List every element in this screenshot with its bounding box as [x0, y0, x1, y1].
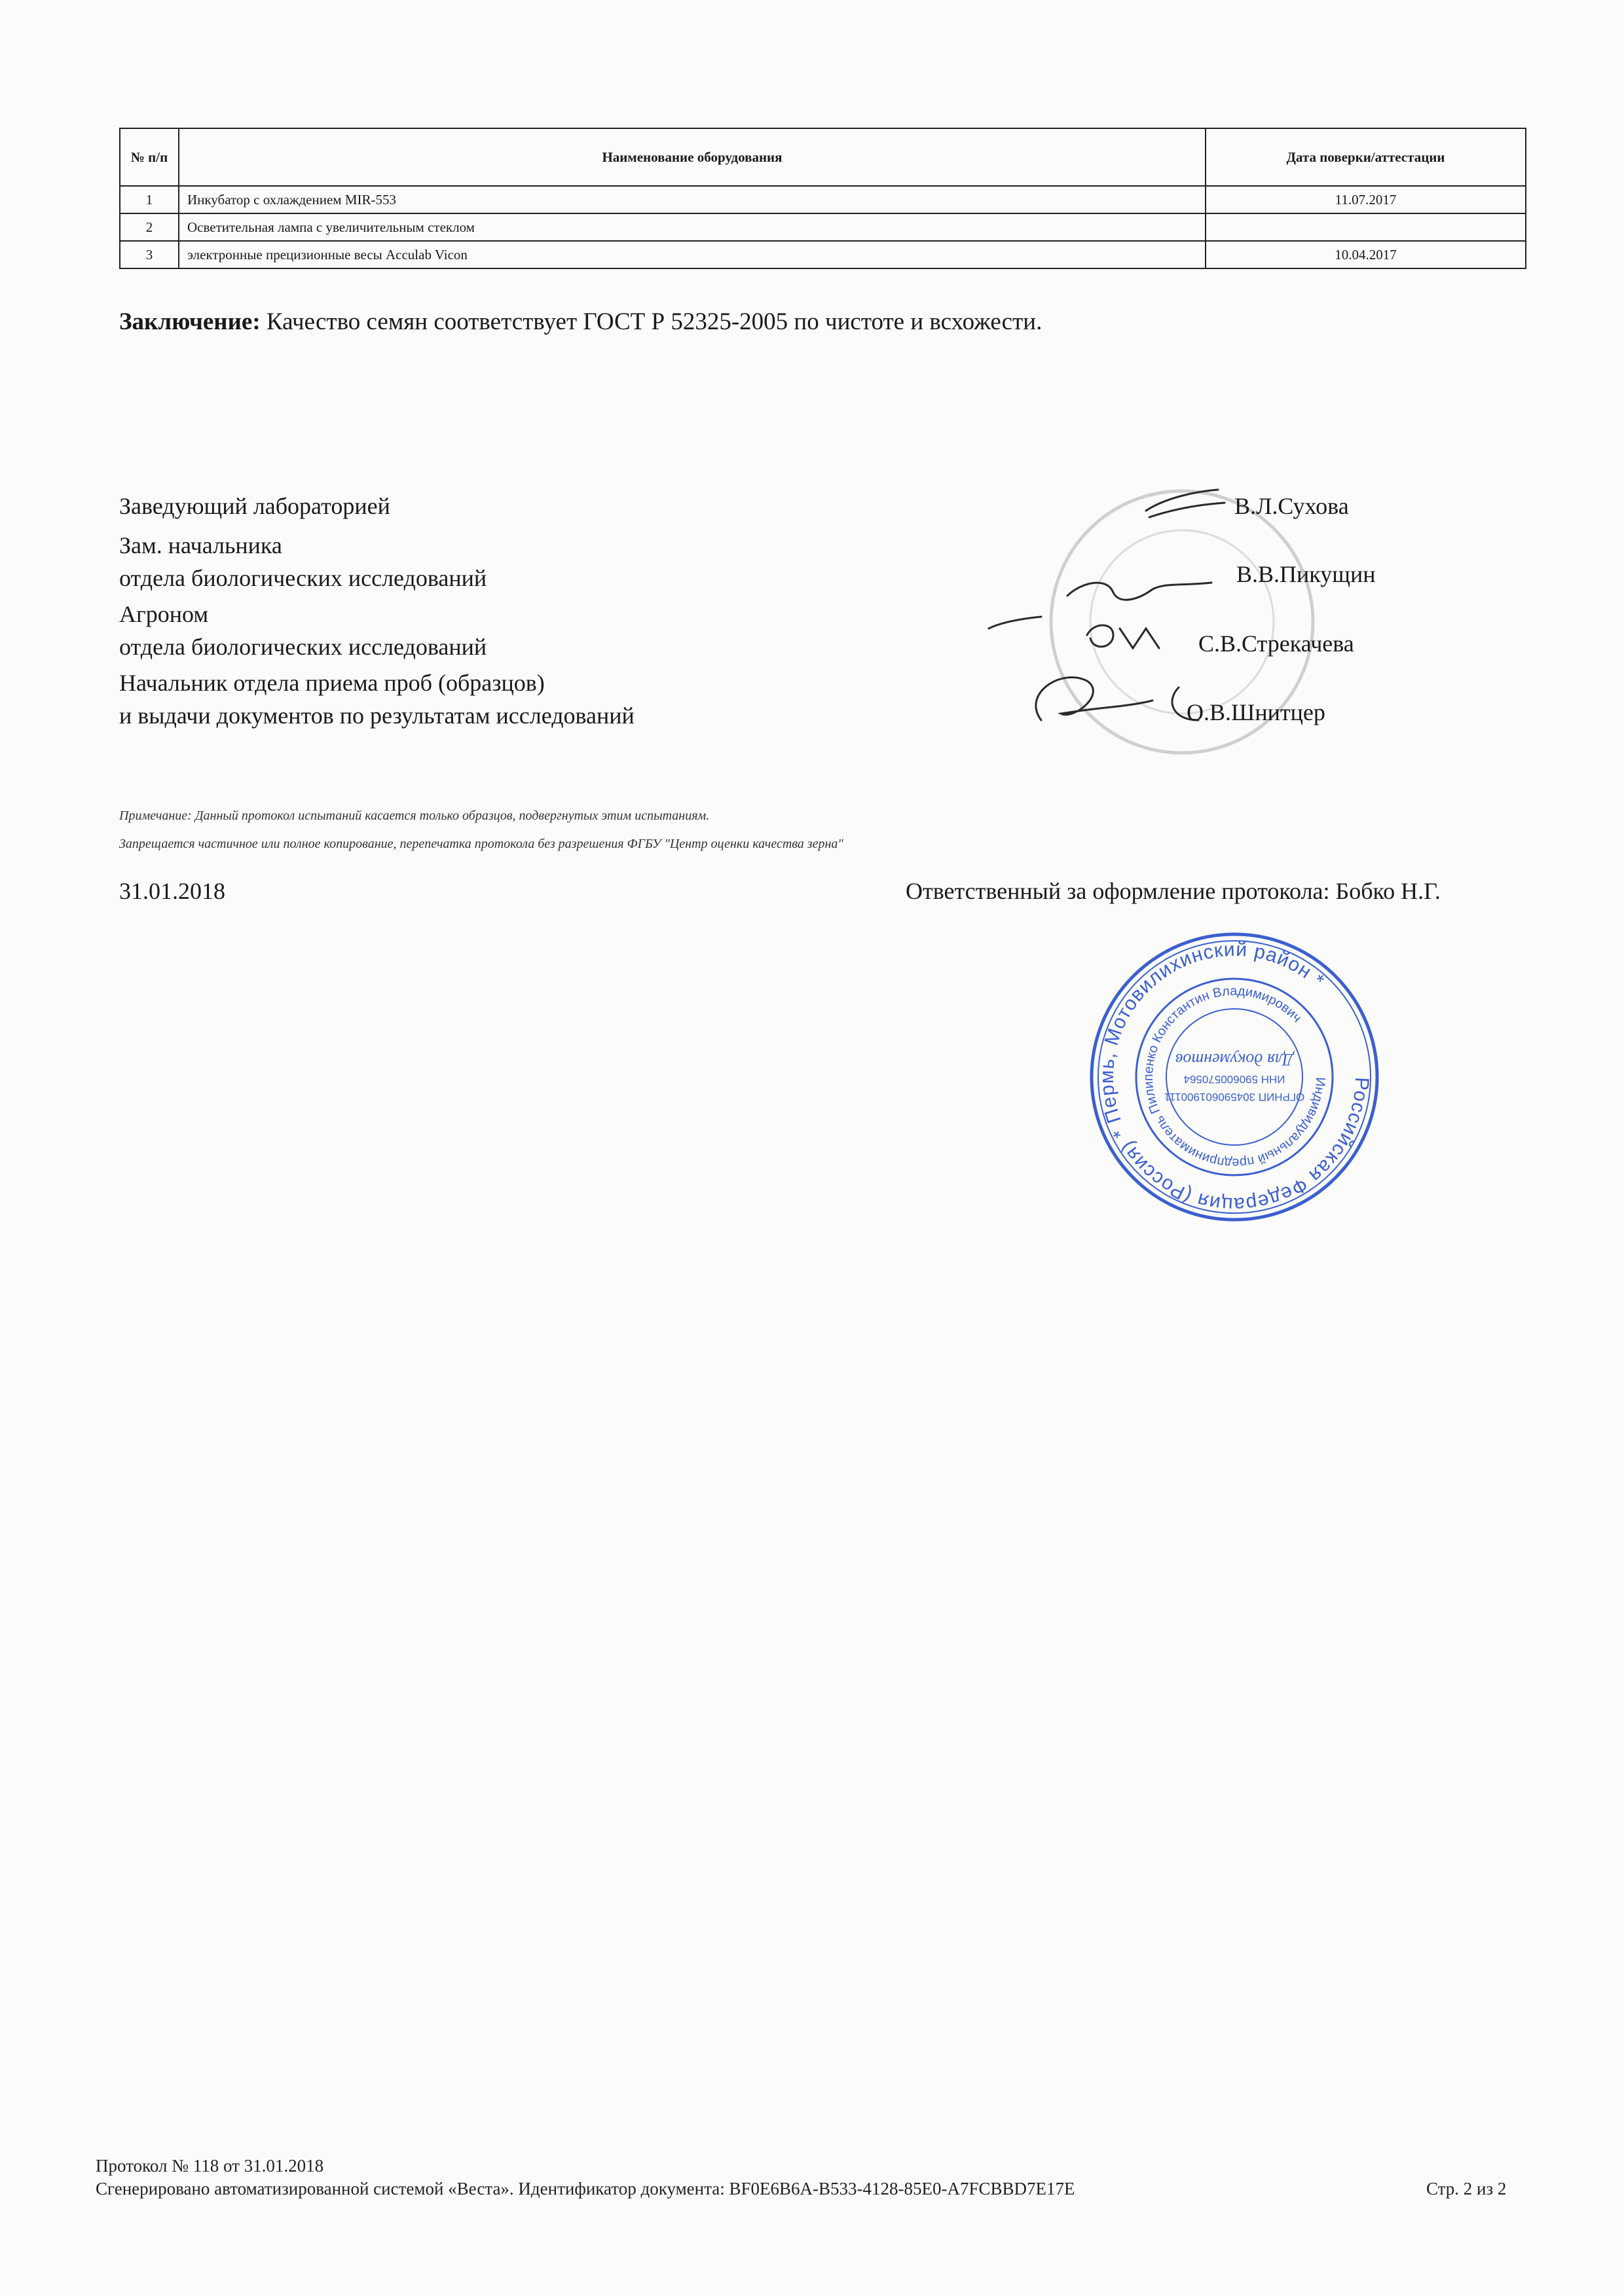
table-row [120, 213, 1526, 241]
row-check-date: 11.07.2017 [1206, 186, 1526, 213]
row-check-date: 10.04.2017 [1206, 241, 1526, 268]
table-row [120, 186, 1526, 213]
sig-name-pikushin: В.В.Пикущин [1236, 561, 1376, 587]
footer-protocol: Протокол № 118 от 31.01.2018 [96, 2156, 324, 2176]
row-equipment-name: электронные прецизионные весы Acculab Vicon [179, 241, 1206, 268]
table-row [120, 241, 1526, 268]
header-check-date: Дата поверки/аттестации [1206, 128, 1526, 186]
row-num: 2 [120, 213, 179, 241]
header-equipment-name: Наименование оборудования [179, 128, 1206, 186]
sig-role-head-of-lab: Заведующий лабораторией [119, 493, 390, 519]
document-date: 31.01.2018 [119, 878, 225, 904]
footer-generated: Сгенерировано автоматизированной системой «Веста». Идентификатор документа: BF0E6B6A-B533-4128-85E0-A7FCBBD7E17E [96, 2179, 1075, 2198]
conclusion-text: Качество семян соответствует ГОСТ Р 52325-2005 по чистоте и всхожести. [266, 308, 1043, 335]
row-num: 3 [120, 241, 179, 268]
sig-role-agronomist: Агроном отдела биологических исследований [119, 601, 487, 660]
conclusion [119, 308, 1042, 336]
sig-role-deputy-head: Зам. начальника отдела биологических исследований [119, 532, 487, 591]
row-equipment-name: Осветительная лампа с увеличительным стеклом [179, 213, 1206, 241]
responsible-person: Ответственный за оформление протокола: Бобко Н.Г. [906, 878, 1441, 904]
svg-text:Индивидуальный предприниматель: Индивидуальный предприниматель Пилипенко Константин Владимирович [1141, 983, 1328, 1171]
svg-text:Российская Федерация (Россия): Российская Федерация (Россия) * Пермь, Мотовилихинский район * [1096, 938, 1373, 1216]
row-equipment-name: Инкубатор с охлаждением MIR-553 [179, 186, 1206, 213]
svg-text:Для документов: Для документов [1175, 1050, 1293, 1069]
footer-page-number: Стр. 2 из 2 [1426, 2179, 1507, 2198]
equipment-table [119, 128, 1526, 269]
company-stamp-icon [1084, 926, 1385, 1228]
conclusion-label: Заключение: [119, 308, 261, 335]
svg-text:ИНН 590600570564: ИНН 590600570564 [1183, 1073, 1285, 1085]
note-disclaimer: Примечание: Данный протокол испытаний касается только образцов, подвергнутых этим испытаниям. [119, 809, 710, 823]
svg-text:ОГРНИП 304590601900111: ОГРНИП 304590601900111 [1164, 1091, 1305, 1103]
sig-name-shnittser: О.В.Шнитцер [1187, 699, 1325, 725]
header-num: № п/п [120, 128, 179, 186]
sig-name-strekacheva: С.В.Стрекачева [1198, 630, 1354, 657]
sig-role-reception-head: Начальник отдела приема проб (образцов) и выдачи документов по результатам исследований [119, 670, 635, 729]
row-num: 1 [120, 186, 179, 213]
sig-name-sukhova: В.Л.Сухова [1234, 493, 1349, 519]
row-check-date [1206, 213, 1526, 241]
table-header-row [120, 128, 1526, 186]
note-copy-restriction: Запрещается частичное или полное копирование, перепечатка протокола без разрешения ФГБУ "Центр оценки качества зерна" [119, 837, 843, 851]
